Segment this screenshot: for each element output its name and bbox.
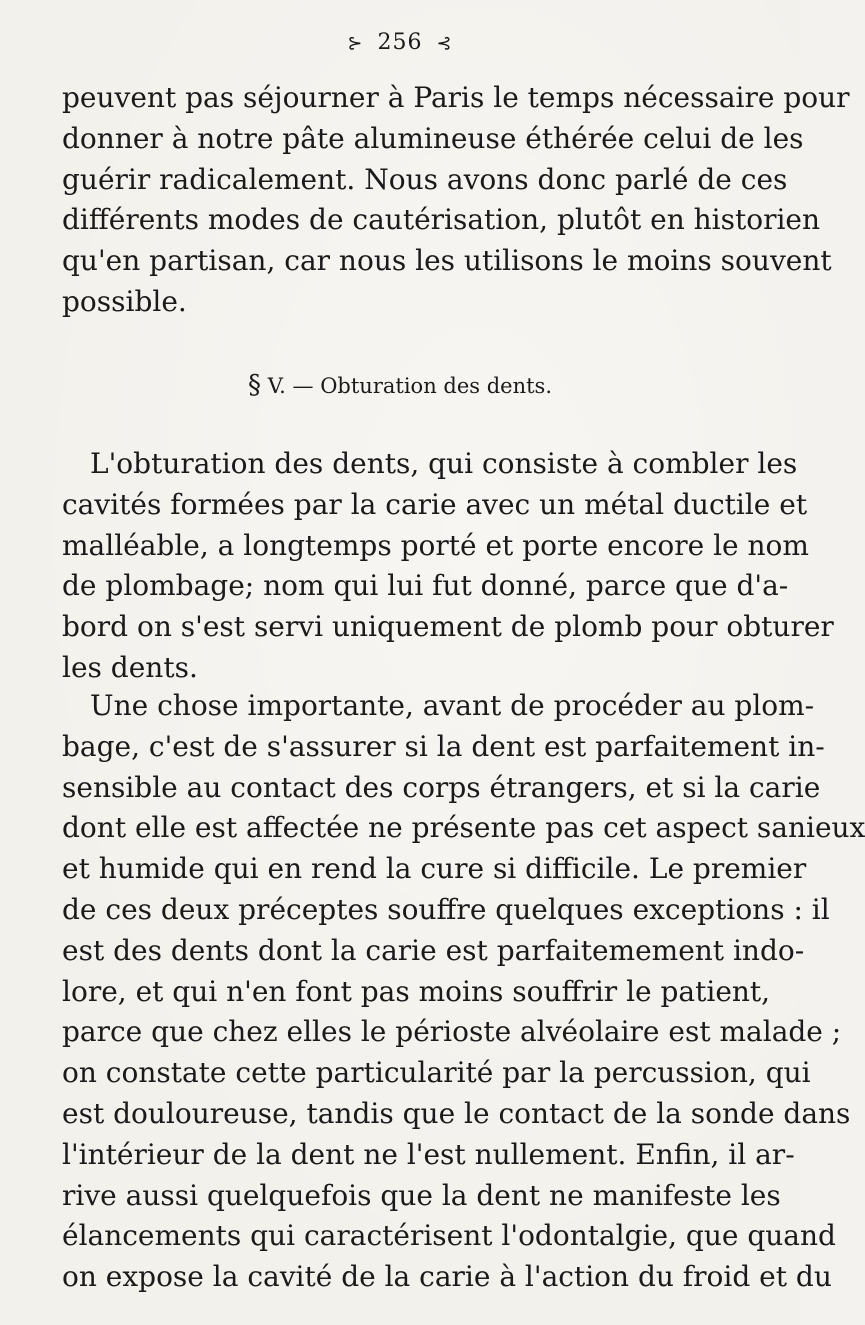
text-line: on constate cette particularité par la percussion, qui [62, 1056, 811, 1090]
text-line: on expose la cavité de la carie à l'action du froid et du [62, 1260, 832, 1294]
text-line: L'obturation des dents, qui consiste à combler les [90, 447, 798, 480]
text-line: est douloureuse, tandis que le contact de la sonde dans [62, 1096, 851, 1130]
text-line: de plombage; nom qui lui fut donné, parce que d'a- [62, 569, 789, 603]
text-line: et humide qui en rend la cure si difficile. Le premier [62, 852, 807, 886]
text-line: parce que chez elles le périoste alvéolaire est malade ; [62, 1015, 842, 1049]
text-line: les dents. [62, 650, 198, 684]
text-line: guérir radicalement. Nous avons donc parlé de ces [62, 162, 788, 196]
section-title-text: V. — Obturation des dents. [267, 374, 552, 398]
text-line: bord on s'est servi uniquement de plomb pour obturer [62, 610, 834, 644]
paragraph-important [62, 686, 865, 1298]
text-line: sensible au contact des corps étrangers, et si la carie [62, 770, 821, 804]
text-line: rive aussi quelquefois que la dent ne manifeste les [62, 1178, 781, 1212]
paragraph-obturation [62, 444, 834, 689]
text-line: possible. [62, 284, 187, 318]
text-line: bage, c'est de s'assurer si la dent est parfaitement in- [62, 729, 825, 763]
text-line: lore, et qui n'en font pas moins souffrir le patient, [62, 974, 771, 1008]
text-line: peuvent pas séjourner à Paris le temps nécessaire pour [62, 81, 850, 114]
text-line: différents modes de cautérisation, plutôt en historien [62, 203, 821, 237]
text-line: dont elle est affectée ne présente pas cet aspect sanieux [62, 811, 865, 845]
text-line: Une chose importante, avant de procéder au plom- [90, 689, 815, 722]
section-mark: § [248, 370, 261, 400]
text-line: qu'en partisan, car nous les utilisons le moins souvent [62, 244, 832, 278]
text-line: est des dents dont la carie est parfaitemement indo- [62, 933, 805, 967]
page-header [0, 30, 800, 55]
text-line: donner à notre pâte alumineuse éthérée celui de les [62, 121, 804, 155]
page-number: 256 [377, 30, 423, 55]
text-line: cavités formées par la carie avec un métal ductile et [62, 487, 808, 521]
text-line: de ces deux préceptes souffre quelques exceptions : il [62, 892, 830, 926]
paragraph-continued [62, 78, 850, 323]
section-heading [0, 370, 800, 400]
text-line: l'intérieur de la dent ne l'est nullement. Enfin, il ar- [62, 1137, 795, 1171]
ornament-left-icon: ⊱ [347, 32, 364, 54]
text-line: malléable, a longtemps porté et porte encore le nom [62, 528, 809, 562]
ornament-right-icon: ⊰ [436, 32, 453, 54]
text-line: élancements qui caractérisent l'odontalgie, que quand [62, 1219, 836, 1253]
